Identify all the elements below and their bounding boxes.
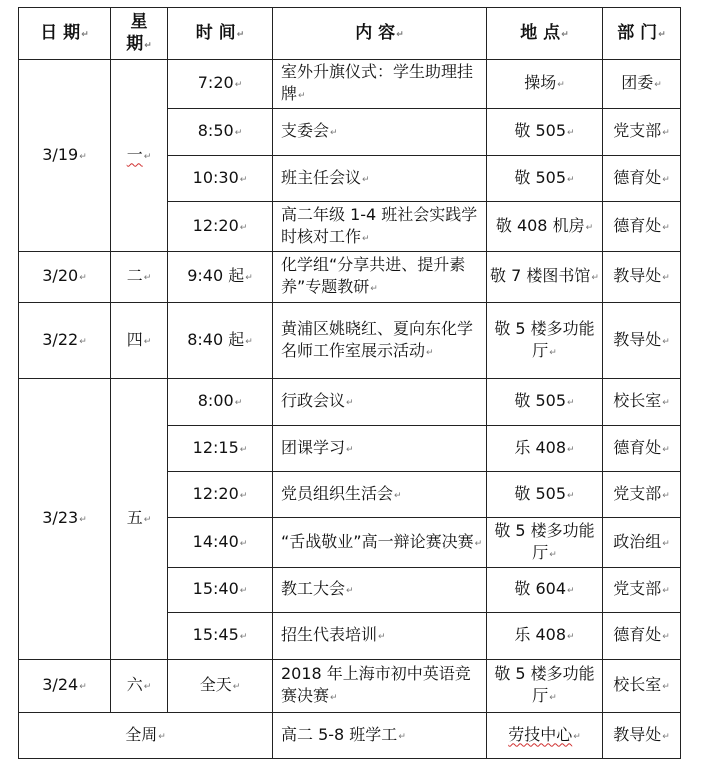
time-cell: 8:50↵	[168, 109, 273, 156]
header-content: 内 容↵	[273, 8, 487, 60]
location-cell: 敬 505↵	[487, 472, 603, 518]
dept-cell: 教导处↵	[603, 252, 681, 303]
location-cell: 敬 604↵	[487, 568, 603, 613]
location-cell: 敬 5 楼多功能厅↵	[487, 303, 603, 379]
location-cell: 乐 408↵	[487, 613, 603, 660]
content-cell: 教工大会↵	[273, 568, 487, 613]
table-row	[19, 303, 681, 379]
table-row	[19, 252, 681, 303]
dept-cell: 校长室↵	[603, 660, 681, 713]
schedule-table	[18, 7, 681, 759]
dept-cell: 党支部↵	[603, 472, 681, 518]
dept-cell: 党支部↵	[603, 568, 681, 613]
dept-cell: 教导处↵	[603, 303, 681, 379]
dept-cell: 政治组↵	[603, 518, 681, 568]
header-date: 日 期↵	[19, 8, 111, 60]
dept-cell: 校长室↵	[603, 379, 681, 426]
content-cell: “舌战敬业”高一辩论赛决赛↵	[273, 518, 487, 568]
time-cell: 9:40 起↵	[168, 252, 273, 303]
weekday-cell: 四↵	[111, 303, 168, 379]
date-cell: 3/24↵	[19, 660, 111, 713]
location-cell: 敬 5 楼多功能厅↵	[487, 660, 603, 713]
table-row	[19, 60, 681, 109]
table-row	[19, 713, 681, 759]
dept-cell: 德育处↵	[603, 426, 681, 472]
dept-cell: 党支部↵	[603, 109, 681, 156]
dept-cell: 团委↵	[603, 60, 681, 109]
content-cell: 班主任会议↵	[273, 156, 487, 202]
content-cell: 化学组“分享共进、提升素养”专题教研↵	[273, 252, 487, 303]
date-cell: 3/19↵	[19, 60, 111, 252]
time-cell: 全天↵	[168, 660, 273, 713]
content-cell: 招生代表培训↵	[273, 613, 487, 660]
weekday-cell: 一↵	[111, 60, 168, 252]
time-cell: 12:20↵	[168, 202, 273, 252]
content-cell: 党员组织生活会↵	[273, 472, 487, 518]
week-label-cell: 全周↵	[19, 713, 273, 759]
location-cell: 敬 505↵	[487, 379, 603, 426]
dept-cell: 教导处↵	[603, 713, 681, 759]
location-cell: 敬 505↵	[487, 156, 603, 202]
time-cell: 12:20↵	[168, 472, 273, 518]
content-cell: 室外升旗仪式：学生助理挂牌↵	[273, 60, 487, 109]
time-cell: 8:40 起↵	[168, 303, 273, 379]
date-cell: 3/22↵	[19, 303, 111, 379]
location-cell: 敬 5 楼多功能厅↵	[487, 518, 603, 568]
content-cell: 黄浦区姚晓红、夏向东化学名师工作室展示活动↵	[273, 303, 487, 379]
location-cell: 乐 408↵	[487, 426, 603, 472]
time-cell: 8:00↵	[168, 379, 273, 426]
time-cell: 7:20↵	[168, 60, 273, 109]
header-row	[19, 8, 681, 60]
date-cell: 3/20↵	[19, 252, 111, 303]
content-cell: 团课学习↵	[273, 426, 487, 472]
location-cell: 劳技中心↵	[487, 713, 603, 759]
header-weekday: 星 期↵	[111, 8, 168, 60]
weekday-cell: 二↵	[111, 252, 168, 303]
content-cell: 支委会↵	[273, 109, 487, 156]
header-dept: 部 门↵	[603, 8, 681, 60]
content-cell: 行政会议↵	[273, 379, 487, 426]
time-cell: 15:45↵	[168, 613, 273, 660]
header-location: 地 点↵	[487, 8, 603, 60]
content-cell: 2018 年上海市初中英语竞赛决赛↵	[273, 660, 487, 713]
time-cell: 12:15↵	[168, 426, 273, 472]
table-row	[19, 660, 681, 713]
time-cell: 15:40↵	[168, 568, 273, 613]
dept-cell: 德育处↵	[603, 156, 681, 202]
weekday-cell: 五↵	[111, 379, 168, 660]
time-cell: 10:30↵	[168, 156, 273, 202]
location-cell: 敬 408 机房↵	[487, 202, 603, 252]
content-cell: 高二年级 1-4 班社会实践学时核对工作↵	[273, 202, 487, 252]
table-row	[19, 379, 681, 426]
time-cell: 14:40↵	[168, 518, 273, 568]
dept-cell: 德育处↵	[603, 202, 681, 252]
dept-cell: 德育处↵	[603, 613, 681, 660]
location-cell: 操场↵	[487, 60, 603, 109]
header-time: 时 间↵	[168, 8, 273, 60]
date-cell: 3/23↵	[19, 379, 111, 660]
content-cell: 高二 5-8 班学工↵	[273, 713, 487, 759]
location-cell: 敬 7 楼图书馆↵	[487, 252, 603, 303]
weekday-cell: 六↵	[111, 660, 168, 713]
location-cell: 敬 505↵	[487, 109, 603, 156]
